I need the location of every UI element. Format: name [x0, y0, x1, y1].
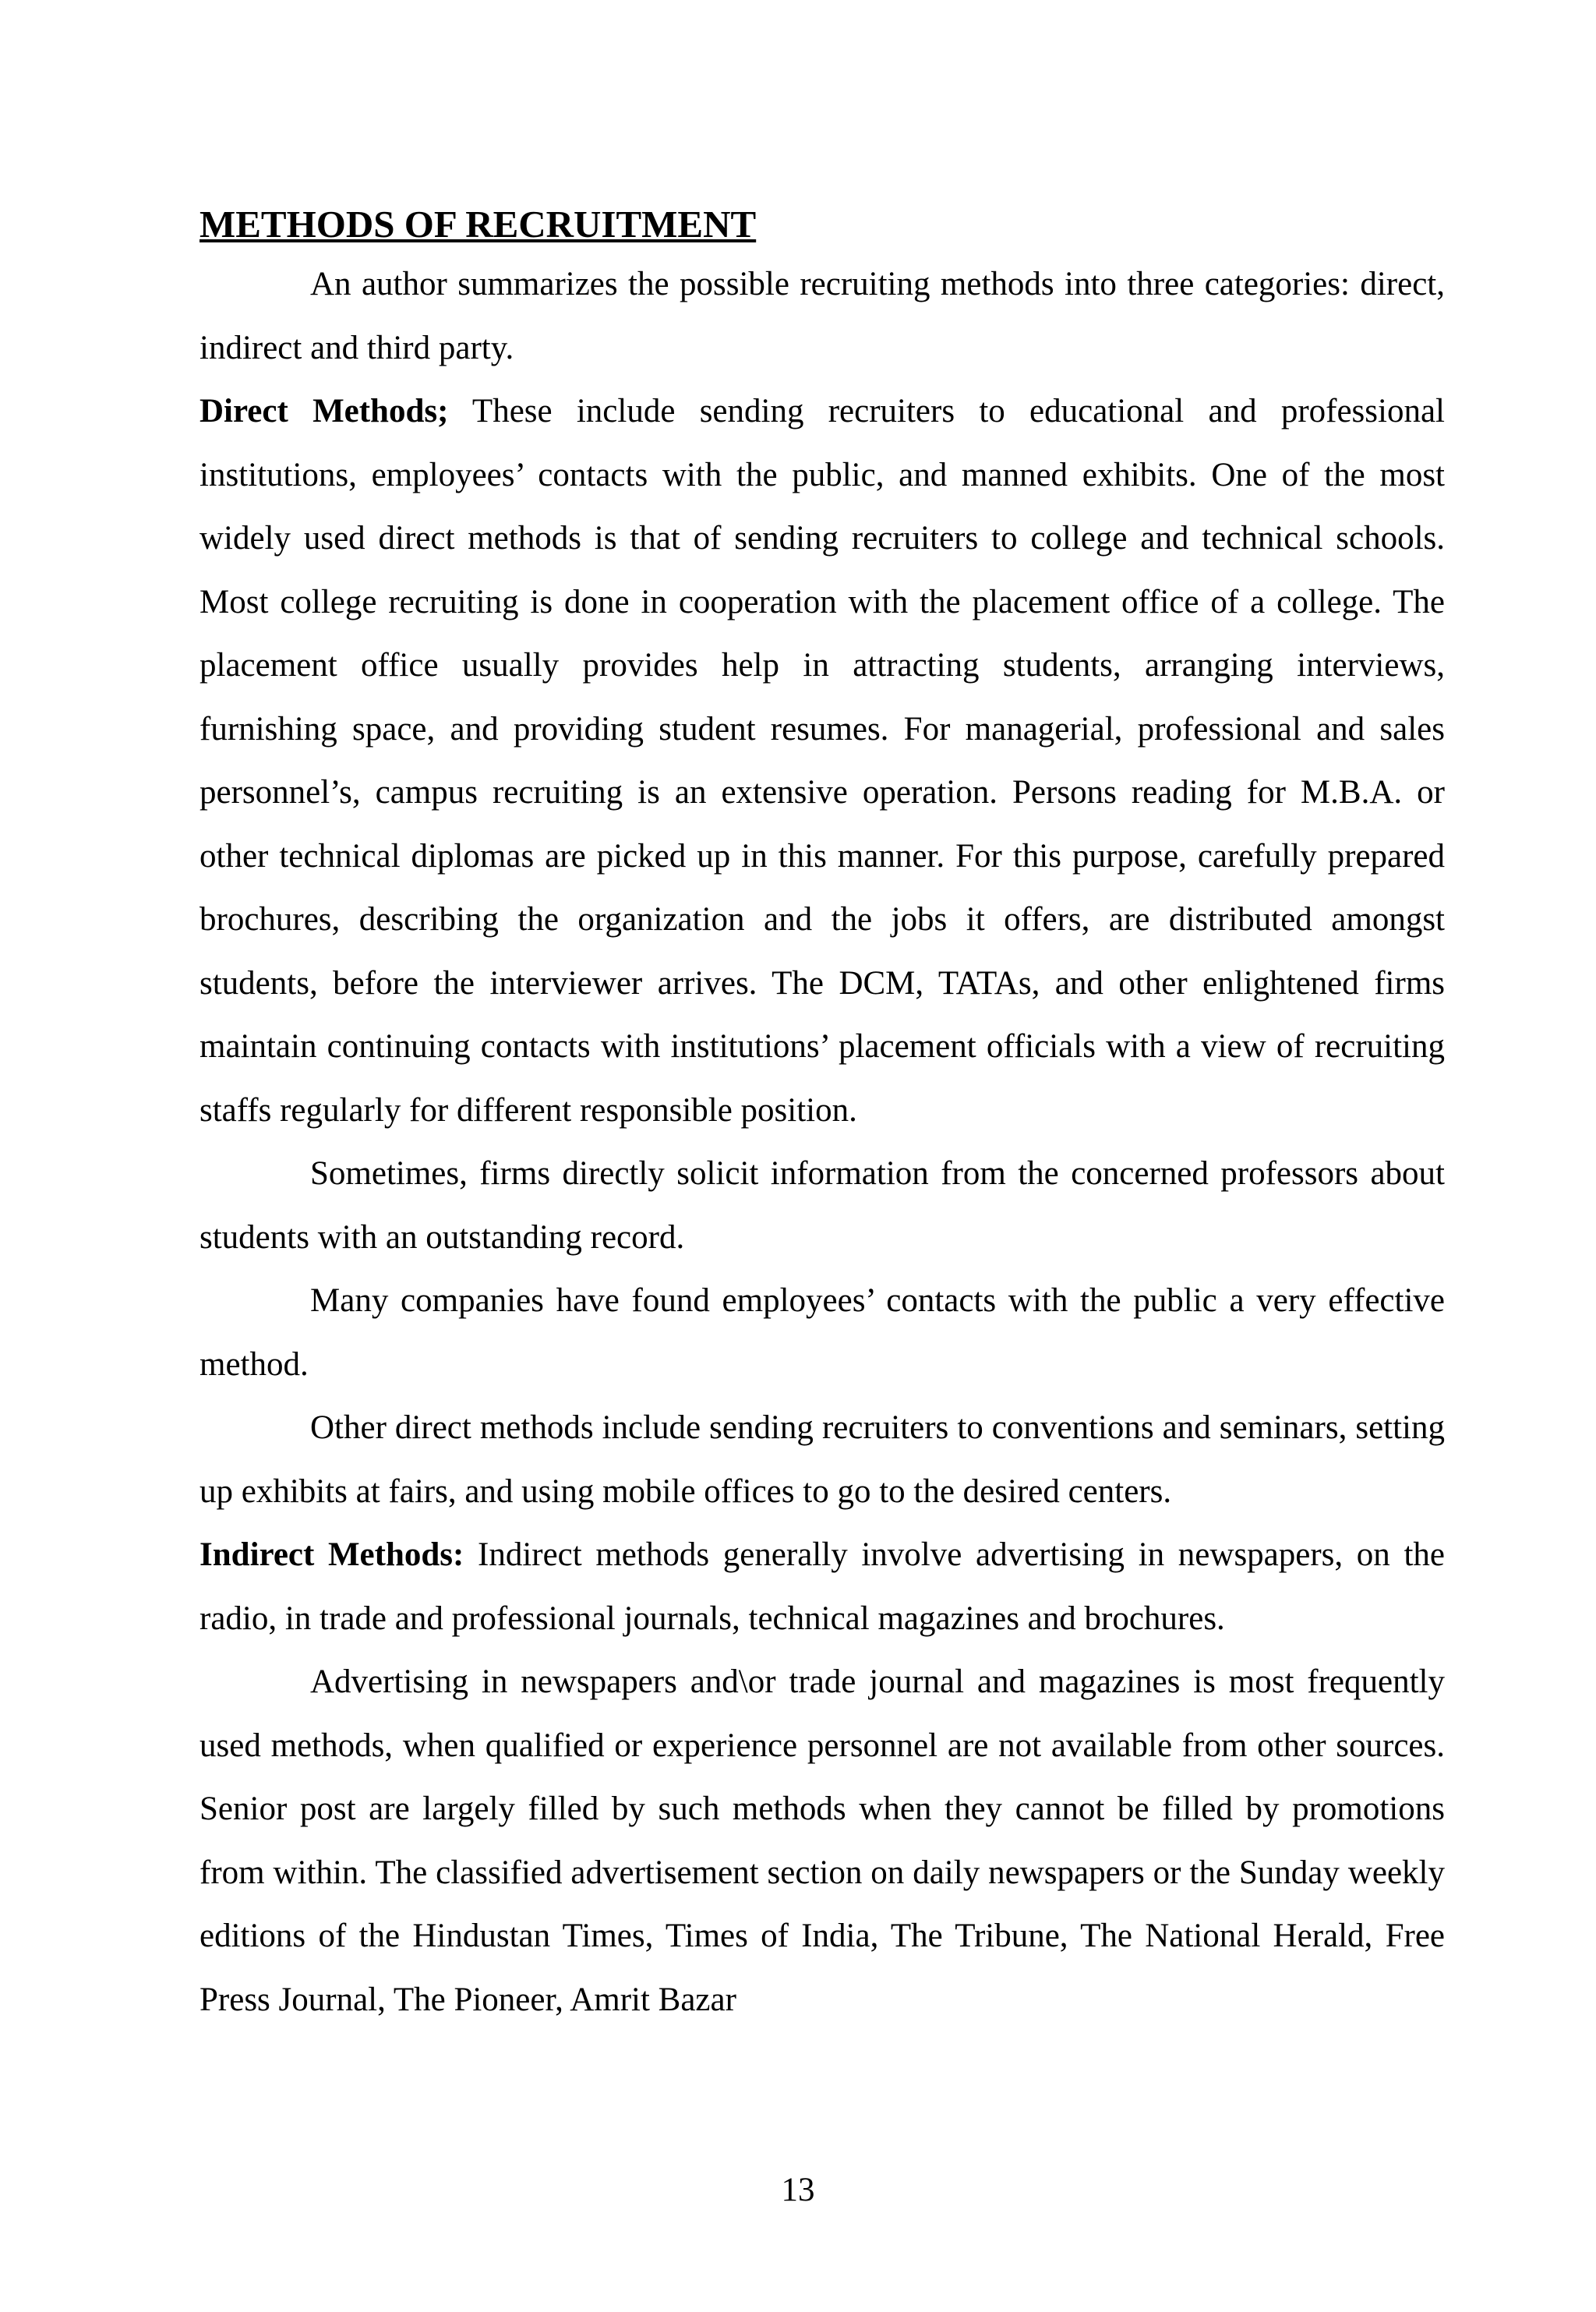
direct-methods-paragraph	[200, 380, 1445, 1142]
page-number: 13	[781, 2172, 815, 2208]
other-direct-methods-paragraph: Other direct methods include sending recruiters to conventions and seminars, setting up exhibits at fairs, and using mobile offices to go to the desired centers.	[200, 1409, 1445, 1510]
advertising-paragraph: Advertising in newspapers and\or trade journal and magazines is most frequently used methods, when qualified or experience personnel are not available from other sources. Senior post are largely filled by such methods when they cannot be filled by promotions from within. The classified advertisement section on daily newspapers or the Sunday weekly editions of the Hindustan Times, Times of India, The Tribune, The National Herald, Free Press Journal, The Pioneer, Amrit Bazar	[200, 1663, 1445, 2018]
page-body	[200, 196, 1445, 2031]
direct-methods-text: These include sending recruiters to educational and professional institutions, employees’ contacts with the public, and manned exhibits. One of the most widely used direct methods is that of sending recruiters to college and technical schools. Most college recruiting is done in cooperation with the placement office of a college. The placement office usually provides help in attracting students, arranging interviews, furnishing space, and providing student resumes. For managerial, professional and sales personnel’s, campus recruiting is an extensive operation. Persons reading for M.B.A. or other technical diplomas are picked up in this manner. For this purpose, carefully prepared brochures, describing the organization and the jobs it offers, are distributed amongst students, before the interviewer arrives. The DCM, TATAs, and other enlightened firms maintain continuing contacts with institutions’ placement officials with a view of recruiting staffs regularly for different responsible position.	[200, 393, 1446, 1129]
professors-paragraph: Sometimes, firms directly solicit information from the concerned professors about students with an outstanding record.	[200, 1155, 1445, 1256]
indirect-methods-paragraph	[200, 1523, 1445, 1650]
indirect-methods-text: Indirect methods generally involve advertising in newspapers, on the radio, in trade and professional journals, technical magazines and brochures.	[200, 1536, 1445, 1637]
section-heading: METHODS OF RECRUITMENT	[200, 203, 757, 246]
intro-paragraph: An author summarizes the possible recruiting methods into three categories: direct, indirect and third party.	[200, 266, 1445, 366]
direct-methods-label: Direct Methods;	[200, 393, 449, 430]
employee-contacts-paragraph: Many companies have found employees’ contacts with the public a very effective method.	[200, 1282, 1445, 1383]
indirect-methods-label: Indirect Methods:	[200, 1536, 464, 1573]
